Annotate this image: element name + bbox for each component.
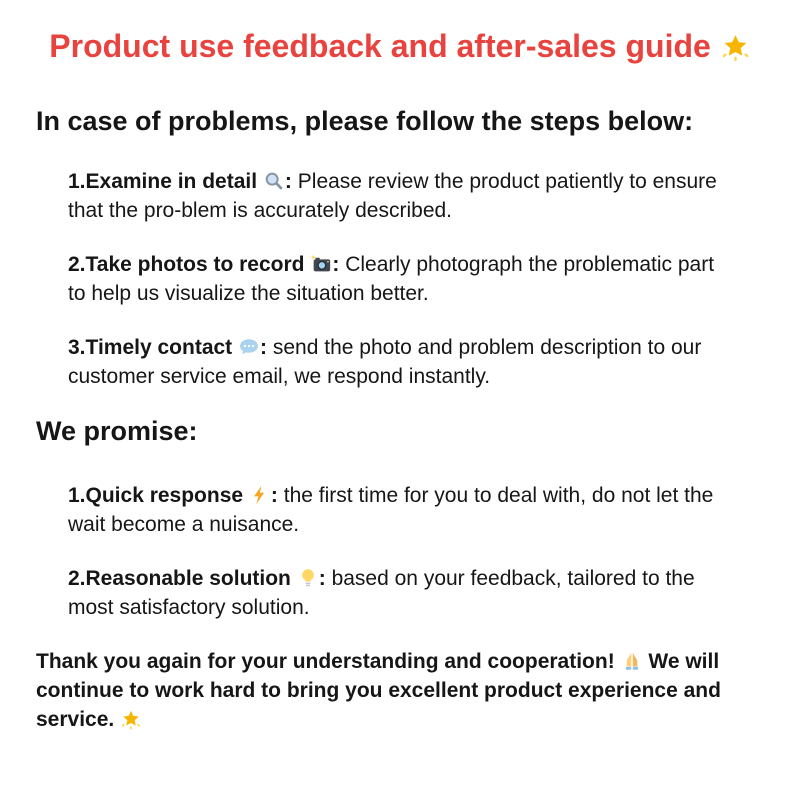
step-photos-body: Clearly photograph the problematic part to help us visualize the situation better. <box>68 253 715 305</box>
folded-hands-icon <box>621 647 643 676</box>
speech-bubble-icon <box>238 333 260 362</box>
step-photos <box>68 250 724 308</box>
promise-response-lead: 1.Quick response <box>68 484 244 507</box>
step-contact-colon: : <box>260 336 268 359</box>
lightning-icon <box>249 481 271 510</box>
magnifying-glass-icon <box>263 167 285 196</box>
promise-solution <box>68 564 724 622</box>
promise-response <box>68 481 724 539</box>
page-title <box>36 26 764 66</box>
step-contact-lead: 3.Timely contact <box>68 336 233 359</box>
promise-solution-colon: : <box>318 567 326 590</box>
closing-text-1: Thank you again for your understanding and cooperation! <box>36 650 615 673</box>
glowing-star-icon <box>120 705 142 734</box>
promise-heading: We promise: <box>36 416 198 446</box>
page-title-text: Product use feedback and after-sales guide <box>49 28 711 64</box>
step-examine <box>68 167 724 225</box>
problems-heading: In case of problems, please follow the steps below: <box>36 106 694 136</box>
lightbulb-icon <box>297 564 319 593</box>
promise-response-colon: : <box>270 484 278 507</box>
step-examine-colon: : <box>284 170 292 193</box>
step-examine-lead: 1.Examine in detail <box>68 170 258 193</box>
closing-text-2: We will continue to work hard to bring you excellent product experience and service. <box>36 650 721 731</box>
step-contact <box>68 333 724 391</box>
step-contact-body: send the photo and problem description to our customer service email, we respond instantly. <box>68 336 702 388</box>
glowing-star-icon <box>720 26 751 66</box>
step-examine-body: Please review the product patiently to ensure that the pro-blem is accurately described. <box>68 170 717 222</box>
promise-solution-lead: 2.Reasonable solution <box>68 567 291 590</box>
closing-paragraph <box>36 647 762 734</box>
promise-solution-body: based on your feedback, tailored to the most satisfactory solution. <box>68 567 695 619</box>
camera-flash-icon <box>310 250 332 279</box>
step-photos-lead: 2.Take photos to record <box>68 253 305 276</box>
step-photos-colon: : <box>332 253 340 276</box>
promise-response-body: the first time for you to deal with, do not let the wait become a nuisance. <box>68 484 714 536</box>
